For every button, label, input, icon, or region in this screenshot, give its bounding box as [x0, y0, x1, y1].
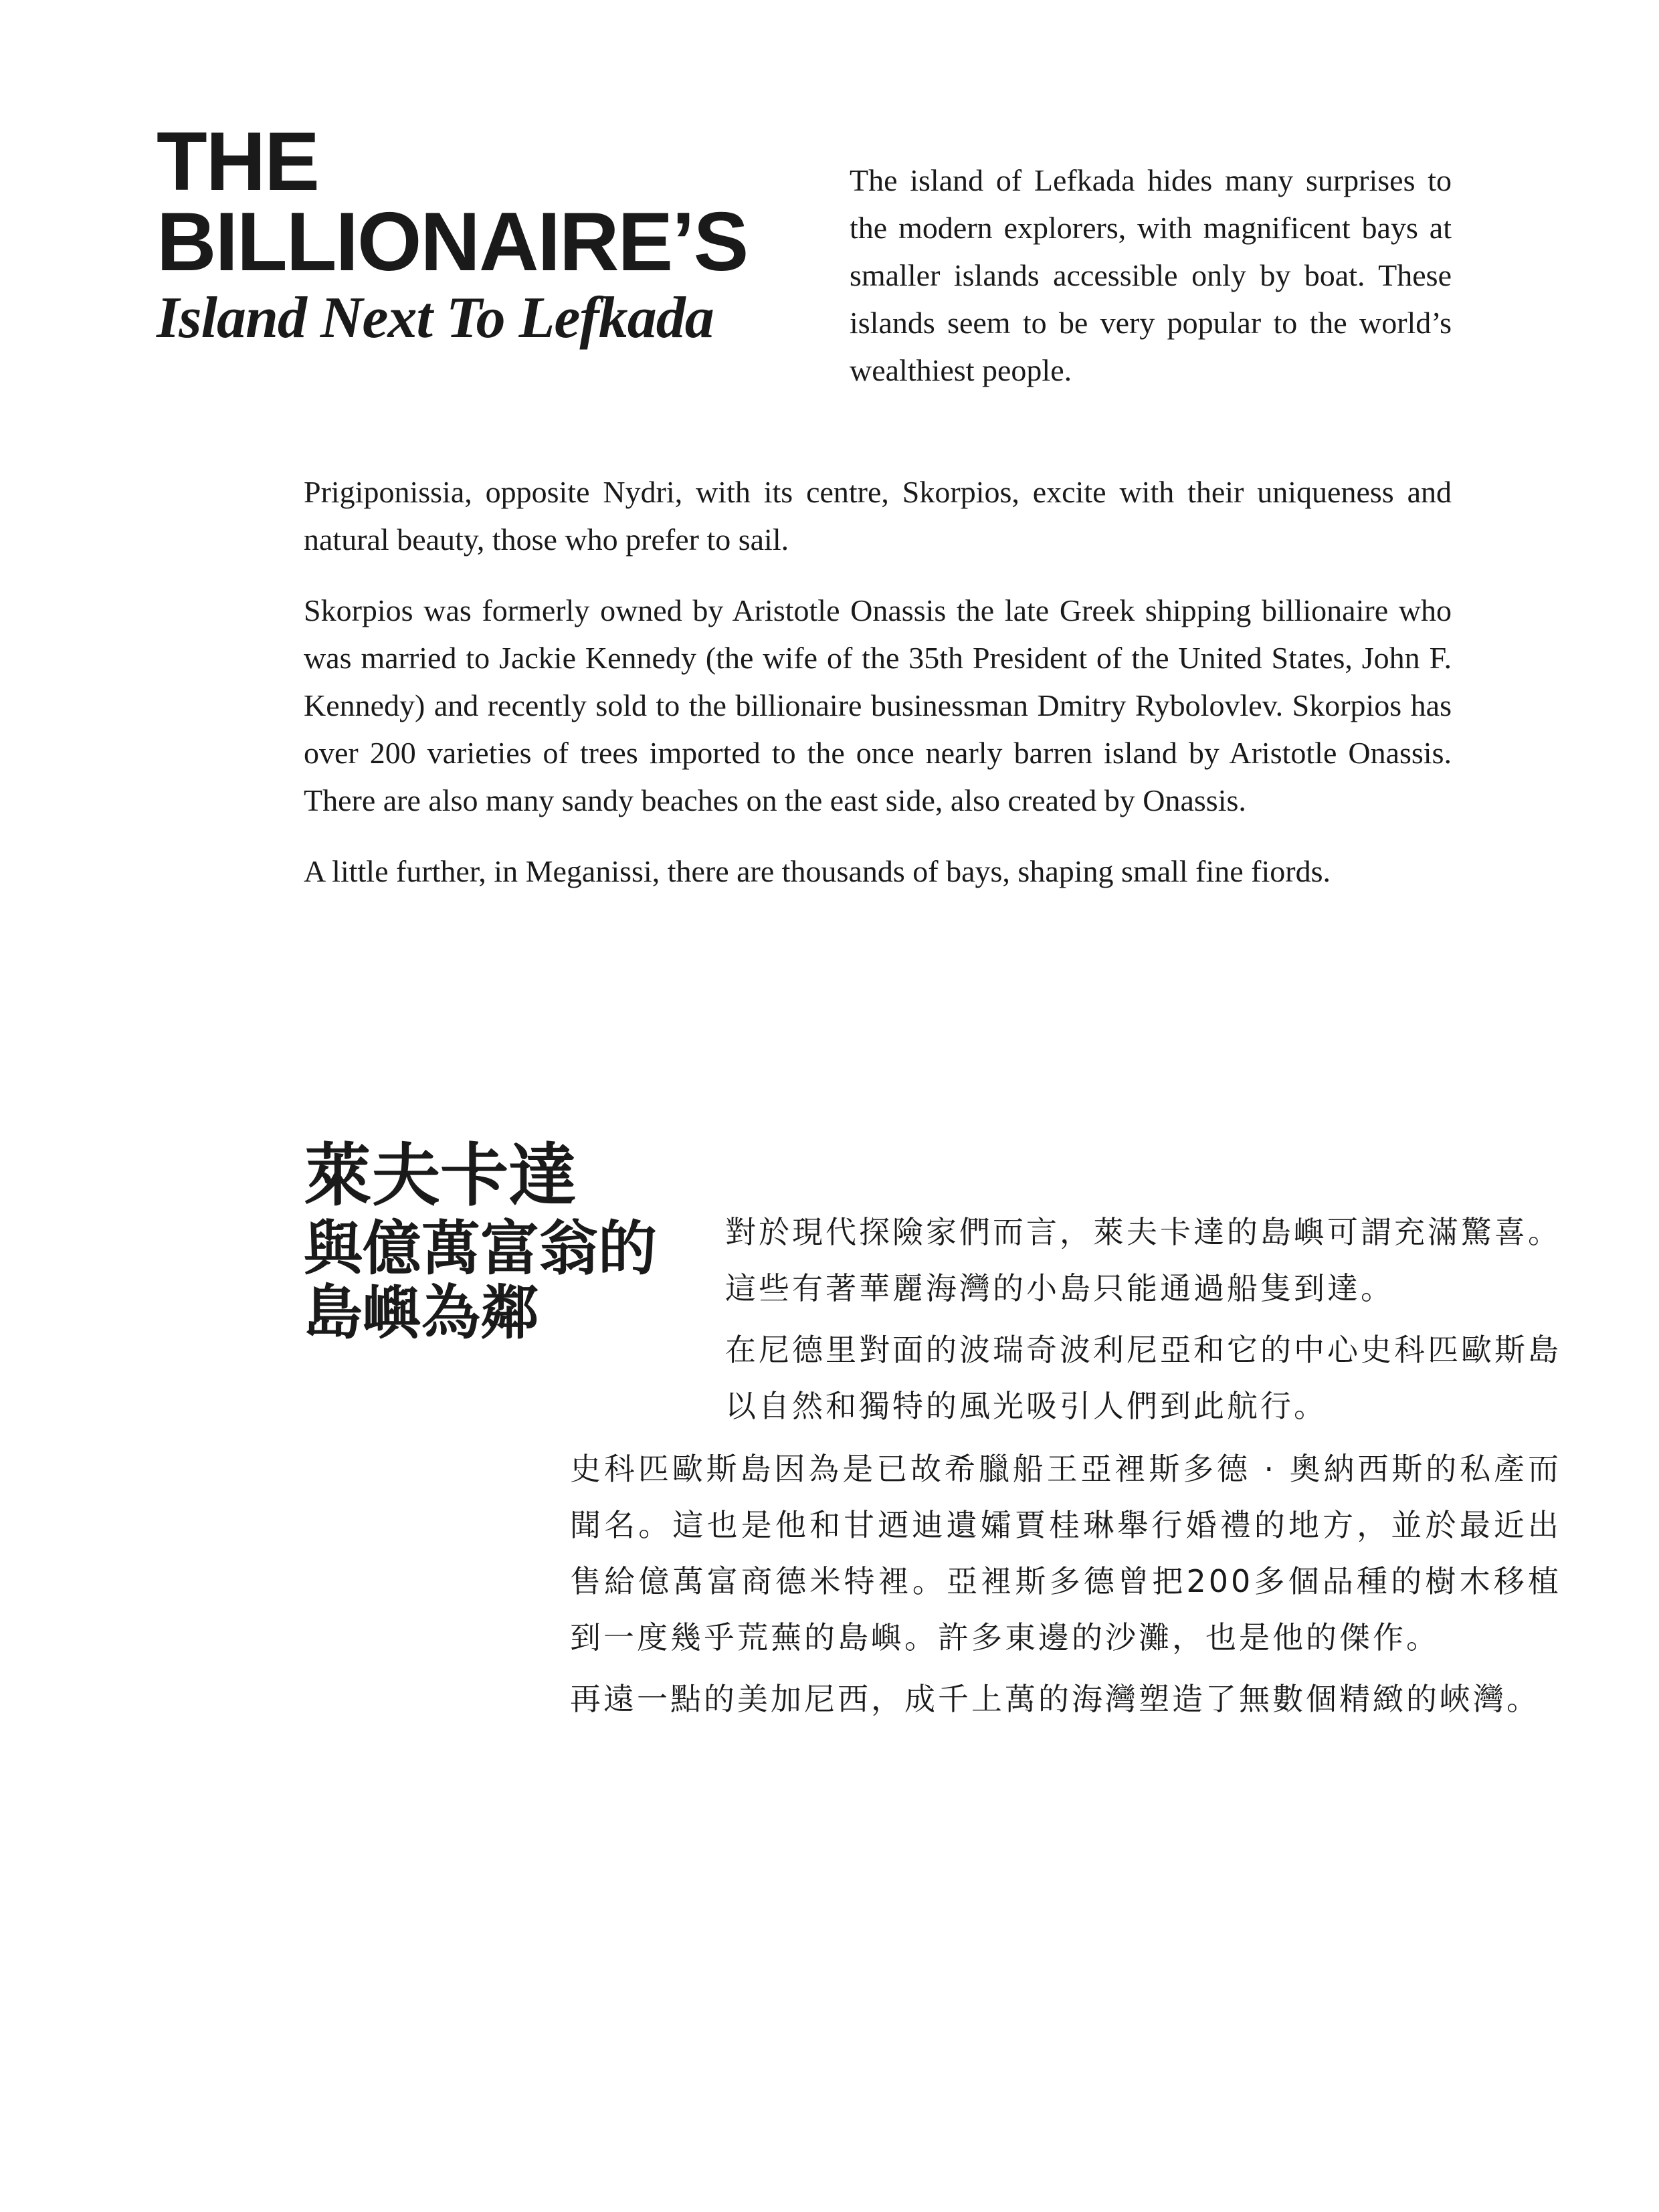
chinese-intro: [725, 1204, 1561, 1439]
chinese-title-sub: 島嶼為鄰: [304, 1278, 540, 1347]
chinese-intro-paragraph: 對於現代探險家們而言，萊夫卡達的島嶼可謂充滿驚喜。這些有著華麗海灣的小島只能通過船隻到達。: [725, 1214, 1561, 1306]
title-subtitle: Island Next To Lefkada: [157, 286, 714, 350]
english-paragraph: A little further, in Meganissi, there are thousands of bays, shaping small fine fiords.: [304, 854, 1331, 888]
chinese-paragraph: 史科匹歐斯島因為是已故希臘船王亞裡斯多德 · 奧納西斯的私產而聞名。這也是他和甘迺迪遺孀賈桂琳舉行婚禮的地方，並於最近出售給億萬富商德米特裡。亞裡斯多德曾把200多個品種的樹木移植到一度幾乎荒蕪的島嶼。許多東邊的沙灘，也是他的傑作。: [570, 1451, 1561, 1655]
chinese-body: [570, 1441, 1561, 1732]
english-intro-text: The island of Lefkada hides many surprises to the modern explorers, with magnificent bays at smaller islands accessible only by boat. These islands seem to be very popular to the world’s wealthiest people.: [850, 163, 1452, 387]
chinese-title-main: 萊夫卡達: [304, 1136, 577, 1216]
english-body: [304, 468, 1452, 918]
english-paragraph: Skorpios was formerly owned by Aristotle Onassis the late Greek shipping billionaire who was married to Jackie Kennedy (the wife of the 35th President of the United States, John F. Kennedy) and recently sold to the billionaire businessman Dmitry Rybolovlev. Skorpios has over 200 varieties of trees imported to the once nearly barren island by Aristotle Onassis. There are also many sandy beaches on the east side, also created by Onassis.: [304, 593, 1452, 817]
chinese-paragraph: 再遠一點的美加尼西，成千上萬的海灣塑造了無數個精緻的峽灣。: [570, 1681, 1540, 1717]
chinese-title: [304, 1136, 718, 1347]
chinese-title-sub: 與億萬富翁的: [304, 1213, 658, 1283]
chinese-intro-paragraph: 在尼德里對面的波瑞奇波利尼亞和它的中心史科匹歐斯島以自然和獨特的風光吸引人們到此航行。: [725, 1332, 1561, 1424]
english-intro: [850, 157, 1452, 394]
english-paragraph: Prigiponissia, opposite Nydri, with its centre, Skorpios, excite with their uniqueness and natural beauty, those who prefer to sail.: [304, 475, 1452, 557]
english-title: [157, 116, 825, 352]
title-line-billionaires: BILLIONAIRE’S: [157, 196, 748, 288]
title-line-the: THE: [157, 116, 318, 208]
